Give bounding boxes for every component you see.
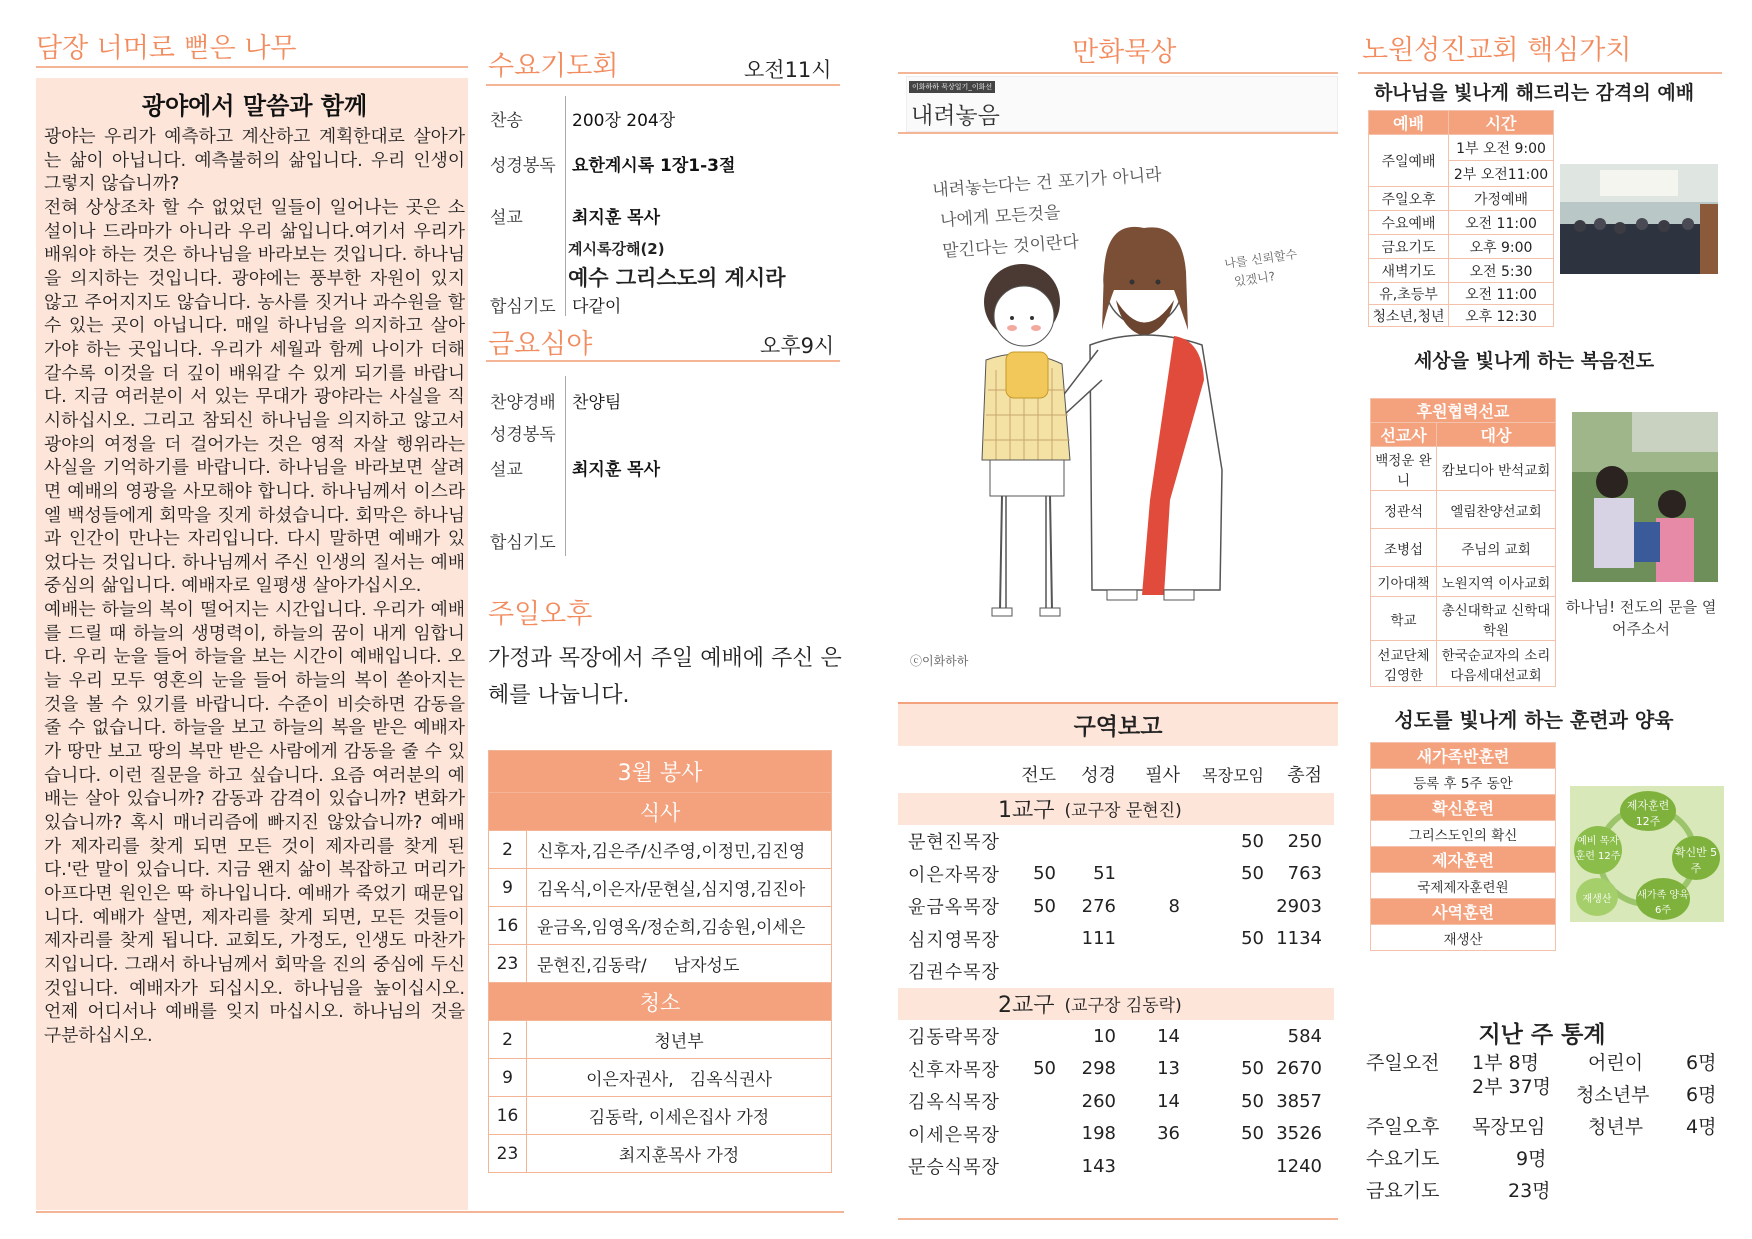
table-row: 이세은목장 198 36 50 3526 [908,1123,1322,1146]
table-row: 2 신후자,김은주/신주영,이정민,김진영 [489,831,832,869]
divider [898,132,1338,134]
friday-title: 금요심야 [488,329,593,360]
col-head: 전도 [1021,765,1056,787]
jesus-and-child-drawing [902,140,1338,690]
col-head: 성경 [1081,765,1116,787]
table-row: 윤금옥목장 50 276 8 2903 [908,895,1322,919]
table-row: 김권수목장 [908,962,1000,984]
district-title: 구역보고 [898,704,1338,746]
table-row: 학교 총신대학교 신학대학원 [1371,597,1556,641]
table-row: 2 청년부 [489,1021,832,1059]
stat-value: 1부 8명 [1472,1052,1539,1074]
table-row: 16 김동락, 이세은집사 가정 [489,1097,832,1135]
table-row: 이은자목장 50 51 50 763 [908,863,1322,886]
mission-title: 세상을 빛나게 하는 복음전도 [1413,350,1655,372]
cycle-step: 예비 목자훈련 12주 [1574,826,1622,874]
table-row: 9 이은자권사, 김옥식권사 [489,1059,832,1097]
cartoon-header [906,76,1338,132]
fri-row-prayer: 합심기도 [490,533,556,553]
stat-value: 6명 [1686,1084,1717,1106]
cartoon-heading: 내려놓음 [911,103,1000,129]
table-row: 유,초등부 오전 11:00 [1369,283,1554,305]
training-table: 새가족반훈련 등록 후 5주 동안 확신훈련 그리스도인의 확신 제자훈련 국제제자훈련원 사역훈련 재생산 [1370,742,1556,951]
fri-row-praise: 찬양경배 찬양팀 [490,393,622,413]
stat-label: 어린이 [1588,1052,1644,1074]
mission-caption: 하나님! 전도의 문을 열어주소서 [1565,598,1717,638]
divider [898,1218,1338,1220]
wednesday-time: 오전11시 [744,58,832,82]
table-row: 9 김옥식,이은자/문현실,심지영,김진아 [489,869,832,907]
stat-value: 4명 [1686,1116,1717,1138]
table-row: 등록 후 5주 동안 [1371,769,1556,795]
stats-title: 지난 주 통계 [1478,1022,1606,1048]
cartoon-line3: 맡긴다는 것이란다 [941,232,1080,262]
cycle-step: 제자훈련 12주 [1620,791,1676,831]
stat-value: 9명 [1516,1148,1547,1170]
divider [486,360,840,362]
table-row: 주일예배 1부 오전 9:00 [1369,135,1554,161]
worship-photo [1560,164,1718,274]
table-row: 23 문현진,김동락/ 남자성도 [489,945,832,983]
stat-value: 6명 [1686,1052,1717,1074]
district-report [898,758,1334,1183]
table-row: 2부 오전11:00 [1369,161,1554,187]
table-row: 새벽기도 오전 5:30 [1369,259,1554,283]
wednesday-title: 수요기도회 [488,51,619,82]
table-row: 16 윤금옥,임영옥/정순희,김송원,이세은 [489,907,832,945]
wed-row-hymn: 찬송 200장 204장 [490,111,676,131]
table-row: 수요예배 오전 11:00 [1369,211,1554,235]
cartoon-bubble2: 있겠니? [1233,269,1276,289]
essay-body: 광야는 우리가 예측하고 계산하고 계획한대로 살아가는 삶이 아닙니다. 예측불허의 삶입니다. 우리 인생이 그렇지 않습니까? 전혀 상상조차 할 수 없었던 일들이 일어나는 곳은 소설이나 드라마가 아니라 우리 삶입니다.여기서 우리가 배워야 하는 것은 하나님을 바라보는 것입니다. 하나님을 의지하는 것입니다. 광야에는 풍부한 자원이 있지 않고 주어지지도 않습니다. 농사를 짓거나 과수원을 할 수 있는 곳이 아닙니다. 매일 하나님을 의지하고 살아가야 하는 곳입니다. 우리가 세월과 함께 나이가 더해갈수록 이것을 더 깊이 배워갈 수 있게 되기를 바랍니다. 지금 여러분이 서 있는 무대가 광야라는 사실을 직시하십시오. 그리고 참되신 하나님을 의지하고 않고서 광야의 여정을 더 걸어가는 것은 영적 자살 행위라는 사실을 기억하기를 바랍니다. 하나님을 바라보면 살려면 예배의 영광을 사모해야 합니다. 하나님께서 이스라엘 백성들에게 회막을 짓게 하셨습니다. 회막은 하나님과 인간이 만나는 자리입니다. 다시 말하면 예배가 있었다는 것입니다. 하나님께서 주신 인생의 질서는 예배 중심의 삶입니다. 예배자로 일평생 살아가십시오. 예배는 하늘의 복이 떨어지는 시간입니다. 우리가 예배를 드릴 때 하늘의 생명력이, 하늘의 꿈이 내게 임합니다. 우리 눈을 들어 하늘을 보는 시간이 예배입니다. 오늘 우리 모두 영혼의 눈을 들어 하늘의 복이 쏟아지는 것을 볼 수 있기를 바랍니다. 수준이 비슷하면 감동을 줄 수 없습니다. 하늘을 보고 하늘의 복을 받은 예배자가 땅만 보고 땅의 복만 받은 사람에게 감동을 줄 수 있습니다. 이런 질문을 하고 싶습니다. 요즘 여러분의 예배는 살아 있습니까? 감동과 감격이 있습니까? 변화가 있습니까? 혹시 매너리즘에 빠지진 않았습니까? 예배가 제자리를 찾게 되면 모든 것이 제자리를 찾게 된다.'란 말이 있습니다. 지금 왠지 삶이 복잡하고 머리가 아프다면 원인은 딱 하나입니다. 예배가 죽었기 때문입니다. 예배가 살면, 제자리를 찾게 되면, 모든 것들이 제자리를 찾게 됩니다. 교회도, 가정도, 인생도 마찬가지입니다. 그래서 하나님께서 회막을 진의 중심에 두신 것입니다. 예배자가 되십시오. 하나님을 높이십시오. 언제 어디서나 예배를 잊지 마십시오. 하나님의 것을 구분하십시오. [44,126,465,1046]
sermon-title: 예수 그리스도의 계시라 [568,266,786,290]
sunday-pm-text: 가정과 목장에서 주일 예배에 주신 은혜를 나눕니다. [488,646,842,708]
col-head: 목장모임 [1202,765,1264,785]
stat-label: 수요기도 [1366,1148,1440,1170]
table-row: 심지영목장 111 50 1134 [908,928,1322,951]
divider [1358,72,1722,74]
table-row: 그리스도인의 확신 [1371,821,1556,847]
district-group-header: 1교구 (교구장 문현진) [898,793,1334,826]
fri-row-scripture: 성경봉독 [490,425,556,445]
stat-label: 주일오전 [1366,1052,1440,1074]
divider [36,66,468,68]
table-row: 김옥식목장 260 14 50 3857 [908,1090,1322,1114]
essay-section-title: 담장 너머로 뻗은 나무 [36,33,297,64]
table-row: 문현진목장 50 250 [908,830,1322,854]
stat-label: 청소년부 [1576,1084,1650,1106]
cartoon-small-caption: 이화하하 묵상일기_이화선 [909,81,995,93]
col-head: 총점 [1287,765,1322,787]
wed-row-sermon: 설교 최지훈 목사 [490,208,661,228]
wed-row-prayer: 합심기도 다같이 [490,297,622,317]
fri-row-sermon: 설교 최지훈 목사 [490,460,661,480]
cartoon-line2: 나에게 모든것을 [939,202,1062,232]
service-title: 3월 봉사 [489,751,832,793]
cycle-step: 확신반 5주 [1672,836,1720,880]
table-row: 23 최지훈목사 가정 [489,1135,832,1173]
stat-value: 23명 [1508,1180,1551,1202]
worship-table: 예배 시간 주일예배 1부 오전 9:00 2부 오전11:00 주일오후 가정예배 수요예배 오전 11:00 금요기도 오후 9:00 새벽기도 오전 5:30 유,초등부 오전 11:00 청소년,청년 오후 12:30 [1368,110,1554,327]
table-row: 문승식목장 143 1240 [908,1155,1322,1179]
stat-label: 주일오후 [1366,1116,1440,1138]
stat-label: 금요기도 [1366,1180,1440,1202]
training-cycle-diagram [1570,786,1724,922]
essay-box [36,78,468,1210]
clean-label: 청소 [489,983,832,1021]
table-row: 국제제자훈련원 [1371,873,1556,899]
stat-label: 청년부 [1588,1116,1644,1138]
wed-row-scripture: 성경봉독 요한계시록 1장1-3절 [490,156,736,176]
table-row: 청소년,청년 오후 12:30 [1369,305,1554,327]
service-table [488,750,832,1173]
values-section-title: 노원성진교회 핵심가치 [1362,35,1632,66]
mission-photo [1572,412,1718,582]
district-group-header: 2교구 (교구장 김동락) [898,988,1334,1021]
table-row: 김동락목장 10 14 584 [908,1025,1322,1049]
friday-time: 오후9시 [760,334,835,358]
table-row: 정관석 엘림찬양선교회 [1371,491,1556,529]
cartoon-section-title: 만화묵상 [1072,37,1177,68]
sermon-series: 계시록강해(2) [568,240,665,258]
table-row: 기아대책 노원지역 이사교회 [1371,567,1556,597]
table-row: 조병섭 주님의 교회 [1371,529,1556,567]
stat-value: 2부 37명 [1472,1076,1552,1098]
col-head: 필사 [1145,765,1180,787]
cartoon-credit: ⓒ이화하하 [910,654,969,668]
table-row: 백정운 완 니 캄보디아 반석교회 [1371,447,1556,491]
stat-value: 목장모임 [1472,1116,1546,1138]
table-row: 선교단체 김영한 한국순교자의 소리 다음세대선교회 [1371,641,1556,687]
cartoon-bubble1: 나를 신뢰할수 [1223,246,1299,272]
table-row: 주일오후 가정예배 [1369,187,1554,211]
mission-table: 후원협력선교 선교사 대상 백정운 완 니 캄보디아 반석교회 정관석 엘림찬양선교회 조병섭 주님의 교회 기아대책 노원지역 이사교회 학교 총신대학교 신학대학원 선교단체 김영한 한국순교자의 소리 다음세대선교회 [1370,398,1556,687]
cartoon-line1: 내려놓는다는 건 포기가 아니라 [931,165,1163,201]
meal-label: 식사 [489,793,832,831]
cycle-step: 재생산 [1576,878,1618,916]
sunday-pm-title: 주일오후 [488,599,593,630]
essay-title: 광야에서 말씀과 함께 [141,92,368,120]
training-title: 성도를 빛나게 하는 훈련과 양육 [1394,708,1674,732]
table-row: 재생산 [1371,925,1556,951]
cartoon-illustration [902,140,1338,690]
table-row: 신후자목장 50 298 13 50 2670 [908,1058,1322,1081]
divider [36,1211,844,1213]
divider [898,72,1338,74]
worship-title: 하나님을 빛나게 해드리는 감격의 예배 [1373,82,1695,104]
table-row: 금요기도 오후 9:00 [1369,235,1554,259]
divider [486,84,840,86]
cycle-step: 새가족 양육 6주 [1636,878,1690,920]
